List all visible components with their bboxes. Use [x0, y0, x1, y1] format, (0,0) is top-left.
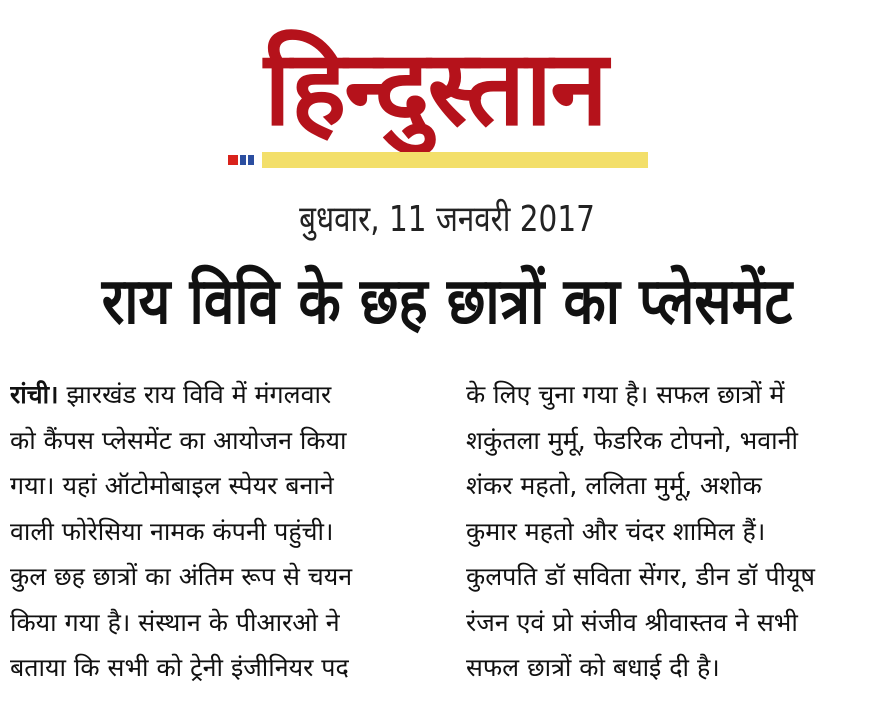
bar-red-block — [228, 155, 238, 165]
article-line: कुमार महतो और चंदर शामिल हैं। — [466, 516, 766, 546]
bar-blue-block-2 — [248, 155, 254, 165]
bar-yellow-strip — [262, 152, 648, 168]
article-line: सफल छात्रों को बधाई दी है। — [466, 653, 720, 682]
article-line: को कैंपस प्लेसमेंट का आयोजन किया — [10, 425, 347, 455]
article-column-right — [466, 372, 884, 691]
dateline: बुधवार, 11 जनवरी 2017 — [299, 199, 595, 240]
headline: राय विवि के छह छात्रों का प्लेसमेंट — [101, 265, 793, 339]
article-line — [10, 372, 432, 418]
article-line-text: झारखंड राय विवि में मंगलवार — [58, 380, 332, 409]
article-line: शकुंतला मुर्मू, फेडरिक टोपनो, भवानी — [466, 425, 798, 455]
newspaper-logo: हिन्दुस्तान — [264, 27, 606, 149]
article-line: रंजन एवं प्रो संजीव श्रीवास्तव ने सभी — [466, 607, 798, 637]
article-line: शंकर महतो, ललिता मुर्मू, अशोक — [466, 471, 762, 500]
article-line: वाली फोरेसिया नामक कंपनी पहुंची। — [10, 516, 334, 546]
masthead — [222, 28, 648, 172]
article-line: कुल छह छात्रों का अंतिम रूप से चयन — [10, 562, 353, 591]
bar-blue-block — [240, 155, 246, 165]
masthead-color-bar — [222, 152, 648, 168]
article-column-left — [10, 372, 432, 691]
article-line: गया। यहां ऑटोमोबाइल स्पेयर बनाने — [10, 471, 334, 500]
article-line: के लिए चुना गया है। सफल छात्रों में — [466, 380, 785, 409]
article-line: बताया कि सभी को ट्रेनी इंजीनियर पद — [10, 653, 349, 682]
dateline-place: रांची। — [10, 380, 59, 409]
article-line: कुलपति डॉ सविता सेंगर, डीन डॉ पीयूष — [466, 562, 815, 591]
article-line: किया गया है। संस्थान के पीआरओ ने — [10, 607, 340, 637]
